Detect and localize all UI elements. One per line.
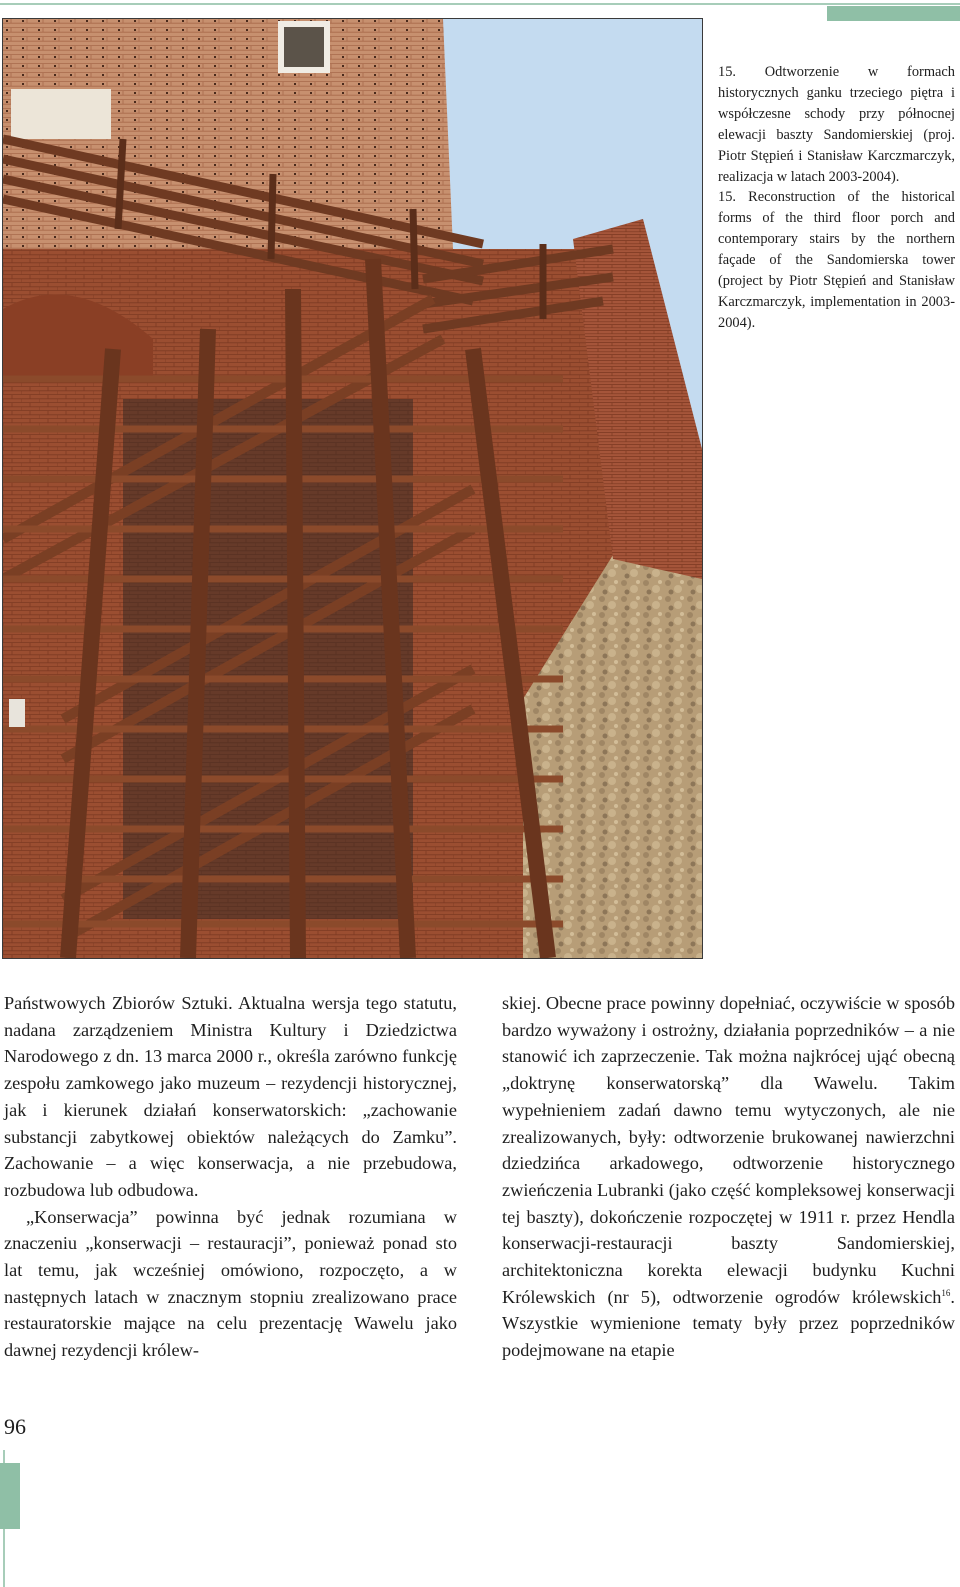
paragraph: „Konserwacja” powinna być jednak rozumiana w znaczeniu „konserwacji – restauracji”, ponieważ ponad sto lat temu, jak wcześniej omówiono, rozpoczęto, a w następnych latach w znacznym stopniu zrealizowano prace restauratorskie mające na celu prezentację Wawelu jako dawnej rezydencji królew- [4,1206,457,1361]
paragraph [502,990,955,1364]
paragraph-text: . Wszystkie wymienione tematy były przez poprzedników podejmowane na etapie [502,1286,955,1361]
wall-lamp [9,699,25,727]
paragraph: Państwowych Zbiorów Sztuki. Aktualna wersja tego statutu, nadana zarządzeniem Ministra Kultury i Dziedzictwa Narodowego z dn. 13 marca 2000 r., określa zarówno funkcję zespołu zamkowego jako muzeum – rezydencji historycznej, jak i kierunek działań konserwatorskich: „zachowanie substancji zabytkowej obiektów należących do Zamku”. Zachowanie – a więc konserwacja, a nie przebudowa, rozbudowa lub odbudowa. [4,993,457,1200]
top-rule [0,3,960,5]
body-column-right [502,990,955,1364]
top-tab [827,6,960,21]
body-column-left [4,990,457,1364]
figure-photo [2,18,703,959]
caption-polish: 15. Odtworzenie w formach historycznych ganku trzeciego piętra i współczesne schody przy północnej elewacji baszty Sandomierskiej (proj. Piotr Stępień i Stanisław Karczmarczyk, realizacja w latach 2003-2004). [718,64,955,185]
figure-caption [718,62,955,334]
tower-stairs-photo [3,19,702,958]
caption-english: 15. Reconstruction of the historical forms of the third floor porch and contemporary stairs by the northern façade of the Sandomierska tower (project by Piotr Stępień and Stanisław Karczmarczyk, implementation in 2003-2004). [718,189,955,331]
paragraph-text: skiej. Obecne prace powinny dopełniać, oczywiście w sposób bardzo wyważony i ostrożny, działania poprzedników – a nie stanowić ich zaprzeczenie. Tak można najkrócej ująć obecną „doktrynę konserwatorską” dla Wawelu. Takim wypełnieniem zadań dawno temu wytyczonych, ale nie zrealizowanych, były: odtworzenie brukowanej nawierzchni dziedzińca arkadowego, odtworzenie historycznego zwieńczenia Lubranki (jako część kompleksowej konserwacji tej baszty), dokończenie rozpoczętej w 1911 r. przez Hendla konserwacji-restauracji baszty Sandomierskiej, architektoniczna korekta elewacji budynku Kuchni Królewskich (nr 5), odtworzenie ogrodów królewskich [502,993,955,1307]
page-number: 96 [4,1414,26,1439]
footnote-ref[interactable]: 16 [941,1287,951,1298]
left-tab [0,1463,20,1529]
